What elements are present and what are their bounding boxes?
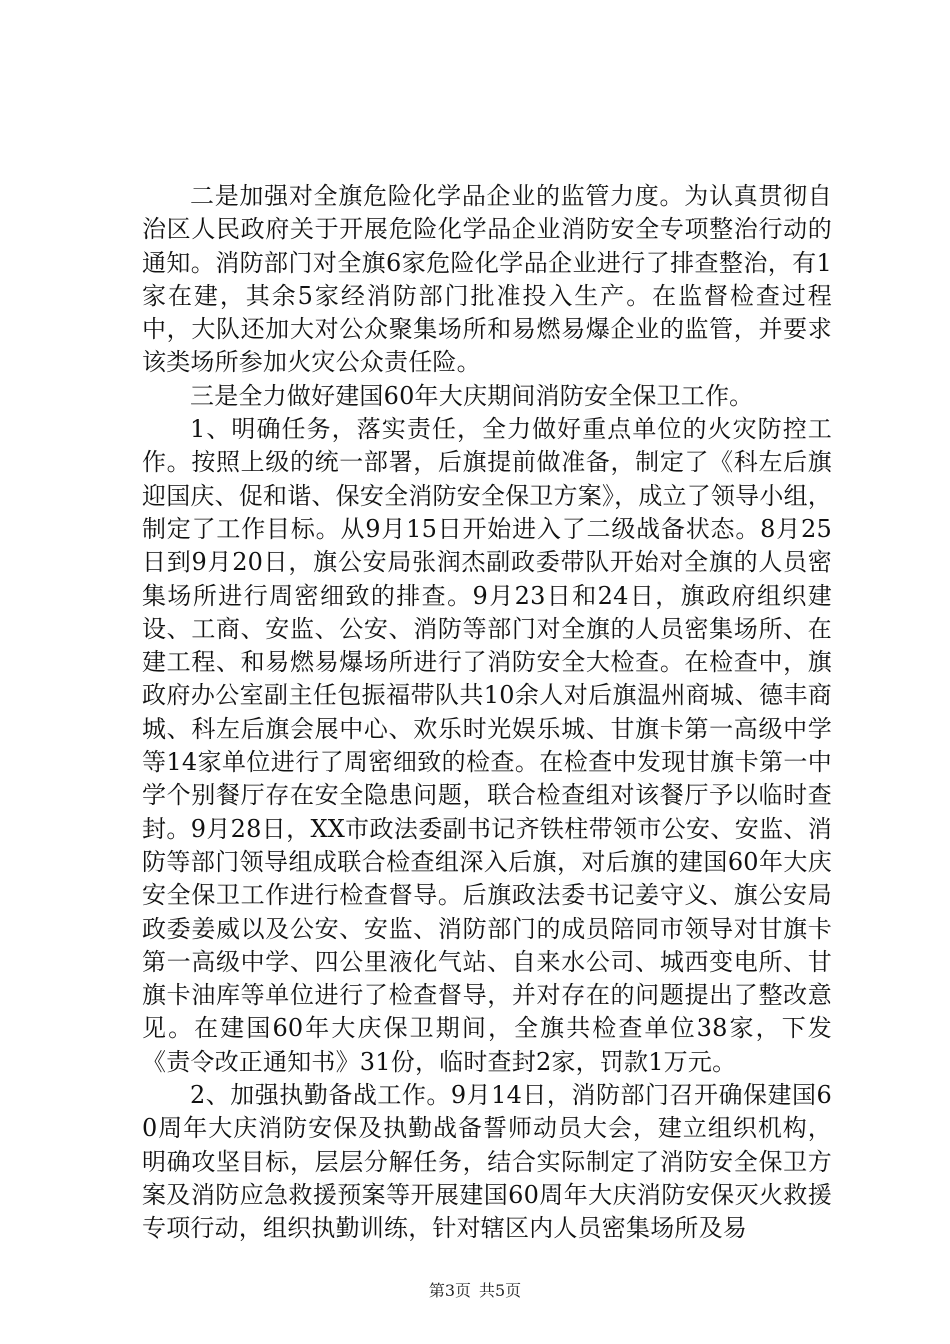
page-number: 第3页 xyxy=(428,1281,471,1300)
paragraph-1: 二是加强对全旗危险化学品企业的监管力度。为认真贯彻自治区人民政府关于开展危险化学品企业消防安全专项整治行动的通知。消防部门对全旗6家危险化学品企业进行了排查整治，有1家在建，其余5家经消防部门批准投入生产。在监督检查过程中，大队还加大对公众聚集场所和易燃易爆企业的监管，并要求该类场所参加火灾公众责任险。 xyxy=(142,182,832,377)
page-total: 共5页 xyxy=(479,1281,522,1300)
document-body xyxy=(142,180,832,1246)
paragraph-3: 1、明确任务，落实责任，全力做好重点单位的火灾防控工作。按照上级的统一部署，后旗提前做准备，制定了《科左后旗迎国庆、促和谐、保安全消防安全保卫方案》，成立了领导小组，制定了工作目标。从9月15日开始进入了二级战备状态。8月25日到9月20日，旗公安局张润杰副政委带队开始对全旗的人员密集场所进行周密细致的排查。9月23日和24日，旗政府组织建设、工商、安监、公安、消防等部门对全旗的人员密集场所、在建工程、和易燃易爆场所进行了消防安全大检查。在检查中，旗政府办公室副主任包振福带队共10余人对后旗温州商城、德丰商城、科左后旗会展中心、欢乐时光娱乐城、甘旗卡第一高级中学等14家单位进行了周密细致的检查。在检查中发现甘旗卡第一中学个别餐厅存在安全隐患问题，联合检查组对该餐厅予以临时查封。9月28日，XX市政法委副书记齐铁柱带领市公安、安监、消防等部门领导组成联合检查组深入后旗，对后旗的建国60年大庆安全保卫工作进行检查督导。后旗政法委书记姜守义、旗公安局政委姜威以及公安、安监、消防部门的成员陪同市领导对甘旗卡第一高级中学、四公里液化气站、自来水公司、城西变电所、甘旗卡油库等单位进行了检查督导，并对存在的问题提出了整改意见。在建国60年大庆保卫期间，全旗共检查单位38家，下发《责令改正通知书》31份，临时查封2家，罚款1万元。 xyxy=(142,415,832,1076)
paragraph-2: 三是全力做好建国60年大庆期间消防安全保卫工作。 xyxy=(190,381,754,410)
page-footer xyxy=(0,1281,950,1301)
paragraph-4: 2、加强执勤备战工作。9月14日，消防部门召开确保建国60周年大庆消防安保及执勤战备誓师动员大会，建立组织机构，明确攻坚目标，层层分解任务，结合实际制定了消防安全保卫方案及消防应急救援预案等开展建国60周年大庆消防安保灭火救援专项行动，组织执勤训练，针对辖区内人员密集场所及易 xyxy=(142,1081,832,1243)
